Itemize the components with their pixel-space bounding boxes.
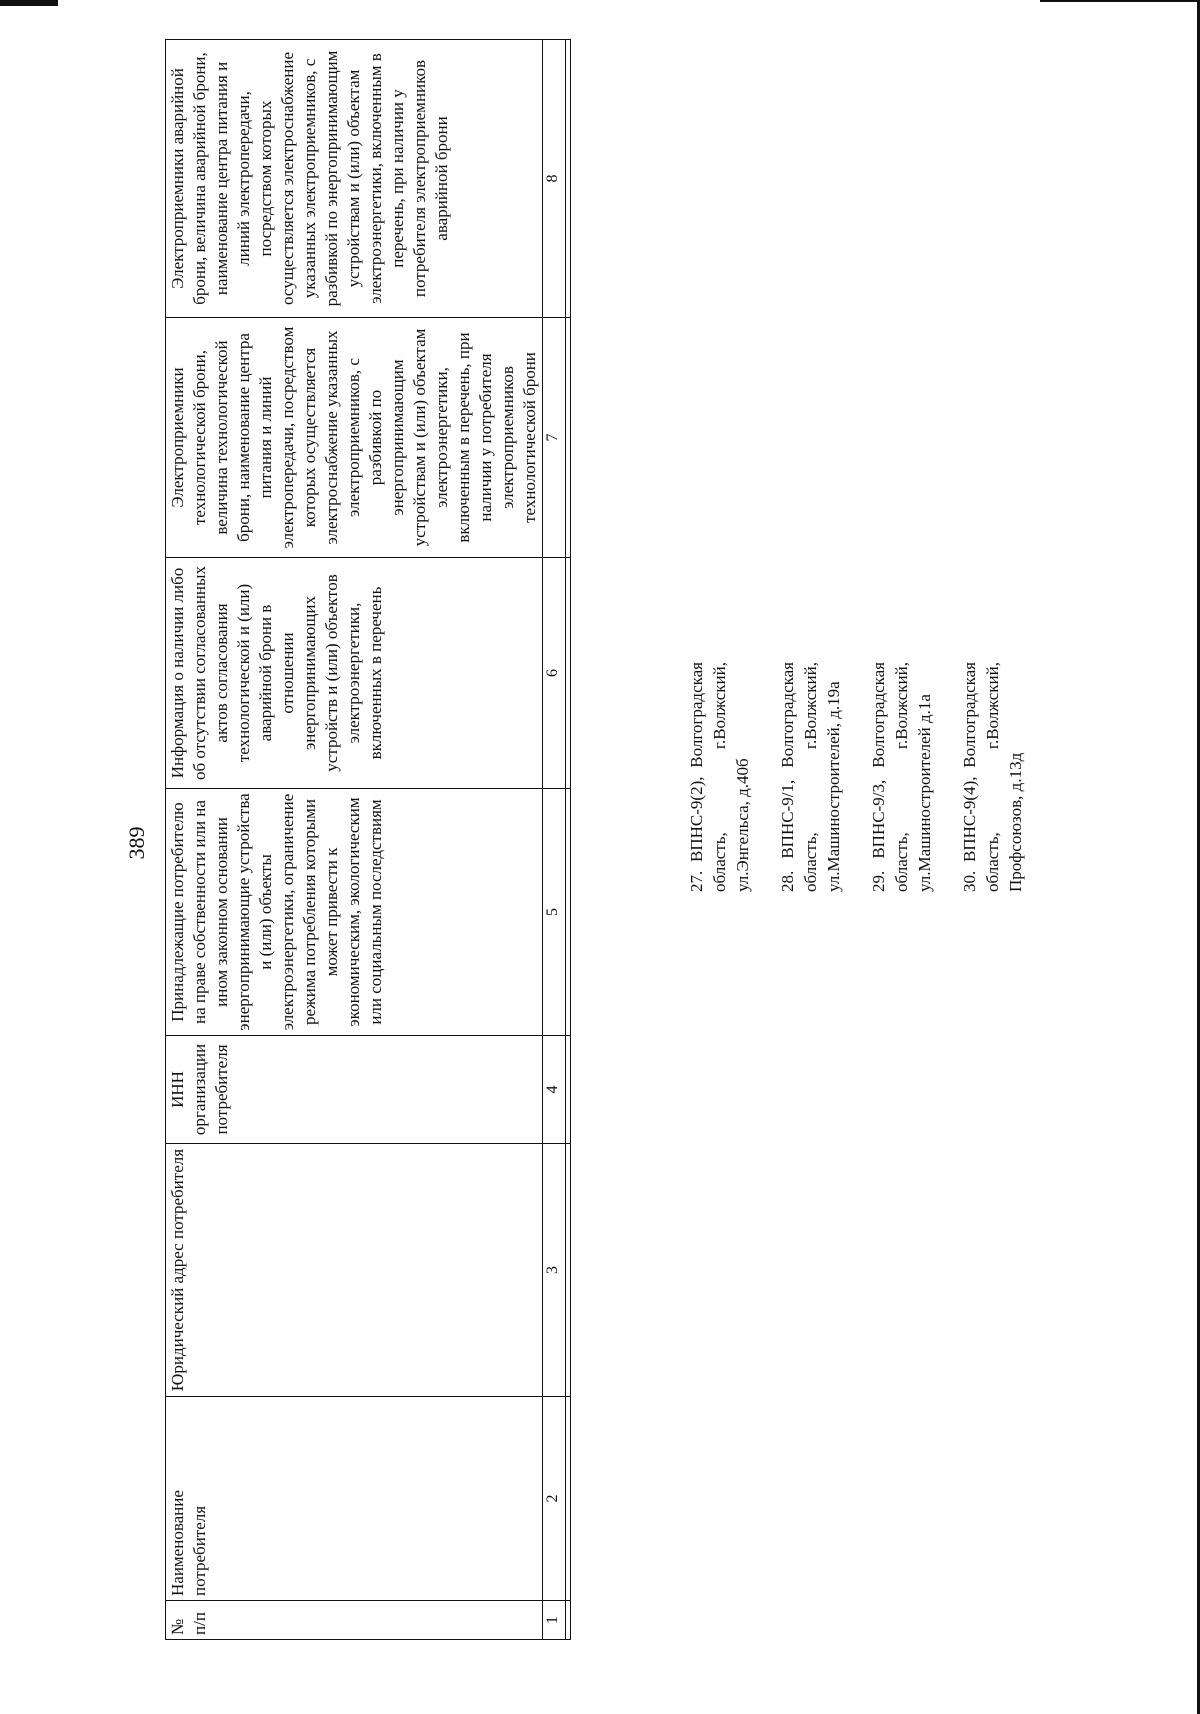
- facility-entry-number: 30.: [960, 870, 979, 892]
- header-cell-7: Электроприемники технологической брони, величина технологической брони, наименование центра питания и линий электропередачи, посредством которых осуществляется электроснабжение указанных электроприемников, с разбивкой по энергопринимающим устройствам и (или) объектам электроэнергетики, включенным в перечень, при наличии у потребителя электроприемников технологической брони: [166, 318, 543, 558]
- spacer-cell: [566, 558, 571, 789]
- facility-entry: [776, 662, 845, 892]
- scan-edge-top: [1040, 0, 1200, 2]
- facility-entry-number: 29.: [869, 870, 888, 892]
- column-number-3: 3: [543, 1144, 566, 1397]
- column-number-8: 8: [543, 40, 566, 318]
- spacer-cell: [566, 40, 571, 318]
- facility-entry-text: [776, 662, 845, 892]
- facility-entry-address: ВПНС-9/3, Волгоградская область, г.Волжский, ул.Машиностроителей д.1а: [869, 662, 934, 892]
- spacer-cell: [566, 1036, 571, 1144]
- column-number-2: 2: [543, 1397, 566, 1601]
- header-cell-2: Наименование потребителя: [166, 1397, 543, 1601]
- facility-entry-address: ВПНС-9(4), Волгоградская область, г.Волжский, Профсоюзов, д.13д: [960, 662, 1025, 892]
- spacer-cell: [566, 1397, 571, 1601]
- header-cell-6: Информация о наличии либо об отсутствии согласованных актов согласования технологической и (или) аварийной брони в отношении энергопринимающих устройств и (или) объектов электроэнергетики, включенных в перечень: [166, 558, 543, 789]
- facility-entry: [958, 662, 1027, 892]
- facility-entry-address: ВПНС-9/1, Волгоградская область, г.Волжский, ул.Машиностроителей, д.19а: [778, 662, 843, 892]
- consumer-table: [165, 39, 571, 1640]
- facility-entry: [685, 662, 754, 892]
- spacer-cell: [566, 1144, 571, 1397]
- header-cell-3: Юридический адрес потребителя: [166, 1144, 543, 1397]
- spacer-cell: [566, 318, 571, 558]
- facility-entry-text: [867, 662, 936, 892]
- facility-entry-text: [958, 662, 1027, 892]
- column-number-6: 6: [543, 558, 566, 789]
- header-cell-4: ИНН организации потребителя: [166, 1036, 543, 1144]
- header-cell-1: № п/п: [166, 1601, 543, 1640]
- facility-entry: [867, 662, 936, 892]
- header-row: [166, 40, 543, 1640]
- facility-entry-number: 28.: [778, 870, 797, 892]
- spacer-row: [566, 40, 571, 1640]
- column-number-row: [543, 40, 566, 1640]
- page-number: 389: [124, 826, 149, 860]
- rotated-table-page: [165, 40, 1195, 1640]
- facility-entries: [685, 662, 1049, 892]
- header-cell-5: Принадлежащие потребителю на праве собственности или на ином законном основании энергопринимающие устройства и (или) объекты электроэнергетики, ограничение режима потребления которыми может привести к экономическим, экологическим или социальным последствиям: [166, 789, 543, 1036]
- spacer-cell: [566, 789, 571, 1036]
- column-number-4: 4: [543, 1036, 566, 1144]
- facility-entry-address: ВПНС-9(2), Волгоградская область, г.Волжский, ул.Энгельса, д.40б: [687, 662, 752, 892]
- column-number-7: 7: [543, 318, 566, 558]
- header-cell-8: Электроприемники аварийной брони, величина аварийной брони, наименование центра питания и линий электропередачи, посредством которых осуществляется электроснабжение указанных электроприемников, с разбивкой по энергопринимающим устройствам и (или) объектам электроэнергетики, включенным в перечень, при наличии у потребителя электроприемников аварийной брони: [166, 40, 543, 318]
- spacer-cell: [566, 1601, 571, 1640]
- column-number-1: 1: [543, 1601, 566, 1640]
- column-number-5: 5: [543, 789, 566, 1036]
- scan-corner-mark: [0, 0, 58, 6]
- facility-entry-number: 27.: [687, 870, 706, 892]
- facility-entry-text: [685, 662, 754, 892]
